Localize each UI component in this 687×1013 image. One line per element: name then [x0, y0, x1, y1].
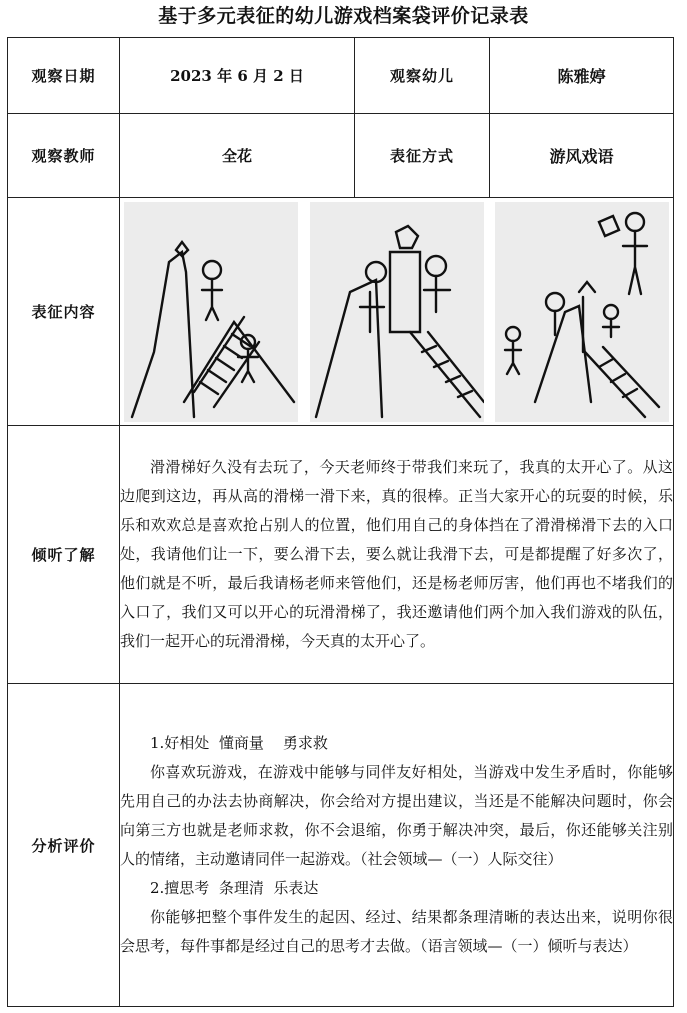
teacher-value: 全花 — [120, 114, 355, 198]
child-drawing-1 — [124, 202, 298, 422]
content-label: 表征内容 — [8, 198, 120, 426]
analysis-label: 分析评价 — [8, 684, 120, 1007]
child-drawing-3 — [495, 202, 669, 422]
listening-cell — [120, 426, 674, 684]
analysis-heading-1: 1.好相处 懂商量 勇求救 — [150, 734, 328, 752]
drawings-row — [120, 202, 673, 422]
drawing-slide-sketch-1 — [124, 202, 298, 422]
drawing-slide-sketch-2 — [310, 202, 484, 422]
method-value: 游风戏语 — [490, 114, 674, 198]
teacher-label: 观察教师 — [8, 114, 120, 198]
child-value: 陈雅婷 — [490, 38, 674, 114]
table-row — [8, 38, 674, 114]
table-row — [8, 198, 674, 426]
listen-label: 倾听了解 — [8, 426, 120, 684]
page-title: 基于多元表征的幼儿游戏档案袋评价记录表 — [158, 5, 529, 27]
table-row — [8, 684, 674, 1007]
table-row — [8, 426, 674, 684]
drawing-slide-sketch-3 — [495, 202, 669, 422]
drawings-cell — [120, 198, 674, 426]
analysis-cell — [120, 684, 674, 1007]
date-value: 2023 年 6 月 2 日 — [120, 38, 355, 114]
listening-text: 滑滑梯好久没有去玩了，今天老师终于带我们来玩了，我真的太开心了。从这边爬到这边，再从高的滑梯一滑下来，真的很棒。正当大家开心的玩耍的时候，乐乐和欢欢总是喜欢抢占别人的位置，他们用自己的身体挡在了滑滑梯滑下去的入口处，我请他们让一下，要么滑下去，要么就让我滑下去，可是都提醒了好多次了，他们就是不听，最后我请杨老师来管他们，还是杨老师厉害，他们再也不堵我们的入口了，我们又可以开心的玩滑滑梯了，我还邀请他们两个加入我们游戏的队伍，我们一起开心的玩滑滑梯，今天真的太开心了。 — [120, 458, 673, 650]
analysis-heading-2: 2.擅思考 条理清 乐表达 — [150, 879, 319, 897]
date-label: 观察日期 — [8, 38, 120, 114]
analysis-paragraph-1: 你喜欢玩游戏，在游戏中能够与同伴友好相处，当游戏中发生矛盾时，你能够先用自己的办法去协商解决，你会给对方提出建议，当还是不能解决问题时，你会向第三方也就是老师求救，你不会退缩，你勇于解决冲突，最后，你还能够关注别人的情绪，主动邀请同伴一起游戏。（社会领域—（一）人际交往） — [120, 763, 673, 868]
child-label: 观察幼儿 — [355, 38, 490, 114]
child-drawing-2 — [310, 202, 484, 422]
table-row — [8, 114, 674, 198]
method-label: 表征方式 — [355, 114, 490, 198]
analysis-paragraph-2: 你能够把整个事件发生的起因、经过、结果都条理清晰的表达出来，说明你很会思考，每件事都是经过自己的思考才去做。（语言领域—（一）倾听与表达） — [120, 908, 673, 955]
record-table — [7, 37, 674, 1007]
